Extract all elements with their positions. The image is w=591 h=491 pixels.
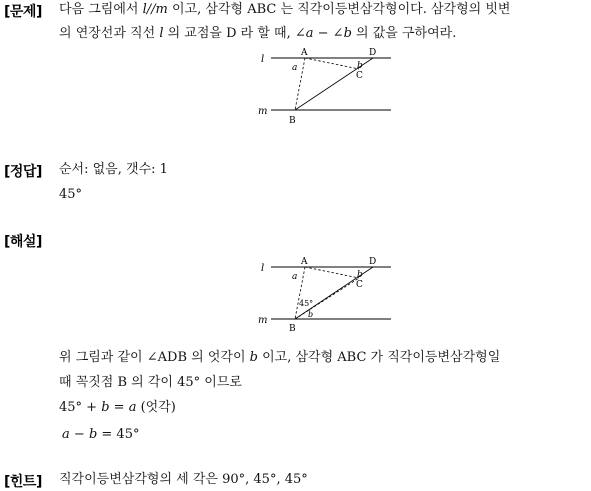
label-b-at-B: b: [308, 310, 314, 319]
problem-label: [문제]: [4, 4, 42, 20]
label-a: a: [292, 272, 298, 282]
label-m: m: [258, 106, 268, 117]
label-C: C: [356, 71, 363, 81]
label-A: A: [301, 257, 308, 267]
explanation-line-4: a − b = 45°: [62, 427, 140, 442]
explanation-label: [해설]: [4, 234, 42, 250]
hint-label: [힌트]: [4, 474, 42, 490]
label-l: l: [261, 263, 265, 274]
label-D: D: [369, 257, 377, 267]
problem-line-1: 다음 그림에서 l//m 이고, 삼각형 ABC 는 직각이등변삼각형이다. 삼각형의 빗변: [59, 2, 511, 17]
label-45-degree: 45°: [299, 299, 314, 308]
answer-line-1: 순서: 없음, 갯수: 1: [59, 162, 168, 177]
answer-label: [정답]: [4, 164, 42, 180]
segment-AC: [305, 58, 359, 69]
answer-value: 45°: [59, 187, 83, 202]
label-C: C: [356, 280, 363, 290]
label-D: D: [369, 48, 377, 58]
label-b: b: [357, 61, 363, 71]
label-A: A: [301, 48, 308, 58]
explanation-figure: [255, 252, 395, 334]
label-l: l: [261, 54, 265, 65]
segment-AC: [305, 267, 359, 278]
label-B: B: [289, 324, 296, 334]
label-m: m: [258, 315, 268, 326]
problem-line-2: 의 연장선과 직선 l 의 교점을 D 라 할 때, ∠a − ∠b 의 값을 구하여라.: [59, 26, 457, 41]
label-a: a: [292, 63, 298, 73]
explanation-line-2: 때 꼭짓점 B 의 각이 45° 이므로: [59, 375, 242, 390]
problem-figure: [255, 44, 395, 126]
explanation-line-1: 위 그림과 같이 ∠ADB 의 엇각이 b 이고, 삼각형 ABC 가 직각이등변삼각형일: [59, 350, 501, 365]
explanation-line-3: 45° + b = a (엇각): [59, 400, 176, 415]
label-b: b: [357, 270, 363, 280]
label-B: B: [289, 116, 296, 126]
hint-line: 직각이등변삼각형의 세 각은 90°, 45°, 45°: [59, 472, 308, 487]
